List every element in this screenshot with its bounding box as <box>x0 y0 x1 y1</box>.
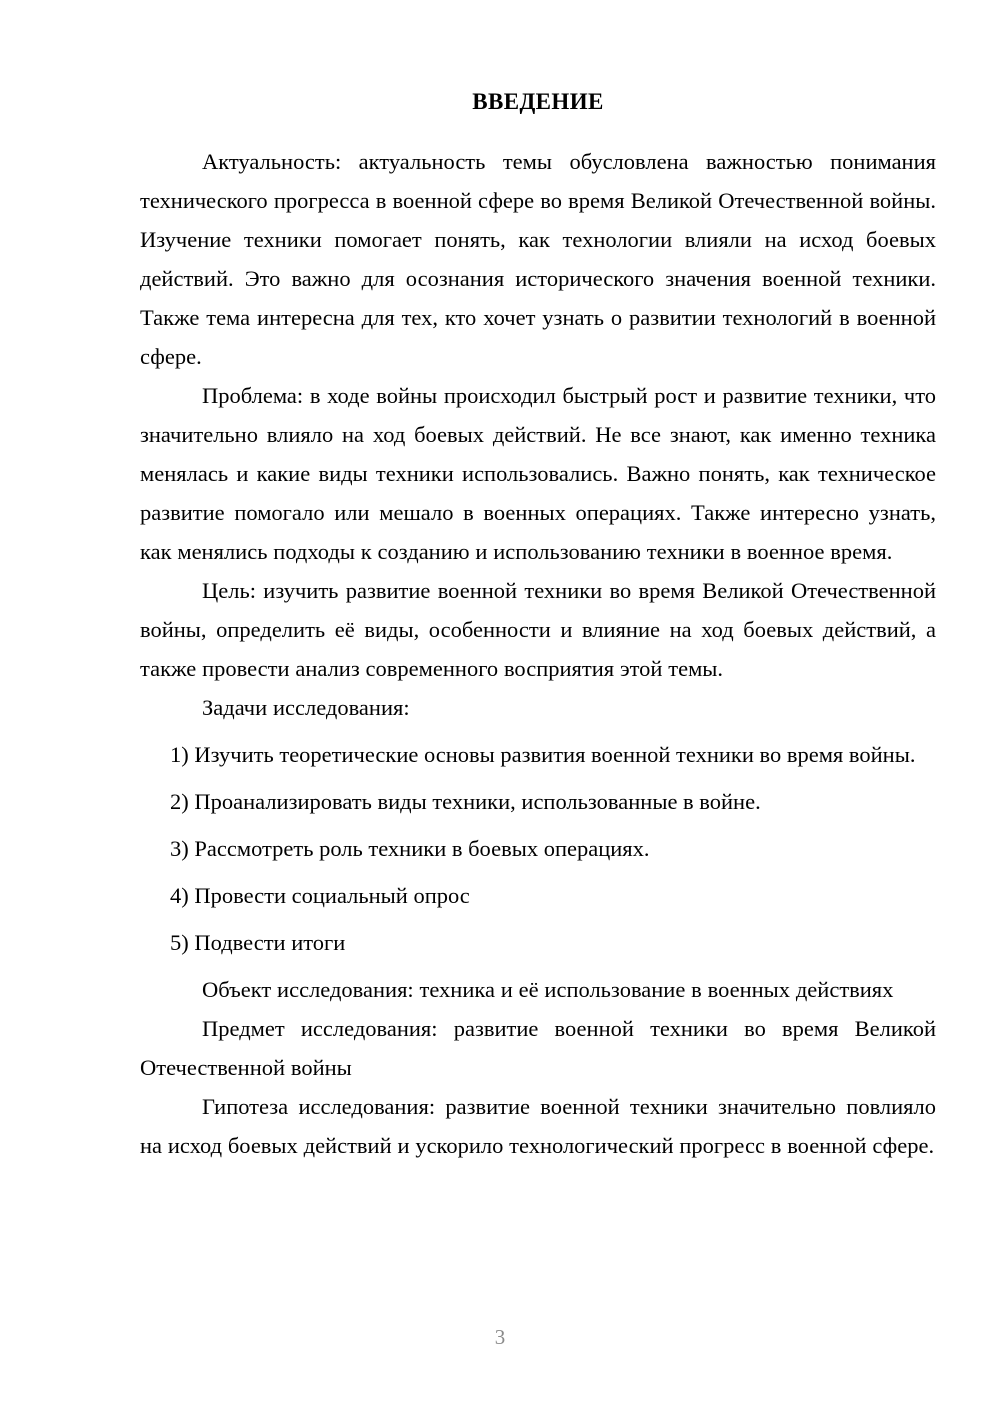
spacer <box>140 774 936 782</box>
spacer <box>140 821 936 829</box>
spacer <box>140 915 936 923</box>
list-item: 2) Проанализировать виды техники, использованные в войне. <box>170 788 761 814</box>
page-number: 3 <box>494 1325 506 1349</box>
paragraph-relevance: Актуальность: актуальность темы обусловлена важностью понимания технического прогресса в военной сфере во время Великой Отечественной войны. Изучение техники помогает понять, как технологии влияли на исход боевых действий. Это важно для осознания исторического значения военной техники. Также тема интересна для тех, кто хочет узнать о развитии технологий в военной сфере. <box>140 148 936 369</box>
spacer <box>140 727 936 735</box>
paragraph-object: Объект исследования: техника и её использование в военных действиях <box>202 976 894 1002</box>
paragraph-hypothesis: Гипотеза исследования: развитие военной техники значительно повлияло на исход боевых действий и ускорило технологический прогресс в военной сфере. <box>140 1093 936 1158</box>
list-item: 3) Рассмотреть роль техники в боевых операциях. <box>170 835 650 861</box>
list-item: 1) Изучить теоретические основы развития военной техники во время войны. <box>170 741 916 767</box>
spacer <box>140 962 936 970</box>
paragraph-subject: Предмет исследования: развитие военной техники во время Великой Отечественной войны <box>140 1015 936 1080</box>
document-body <box>140 88 936 1165</box>
paragraph-problem: Проблема: в ходе войны происходил быстрый рост и развитие техники, что значительно влияло на ход боевых действий. Не все знают, как именно техника менялась и какие виды техники использовались. Важно понять, как техническое развитие помогало или мешало в военных операциях. Также интересно узнать, как менялись подходы к созданию и использованию техники в военное время. <box>140 382 936 564</box>
spacer <box>140 868 936 876</box>
page-title: ВВЕДЕНИЕ <box>472 89 604 114</box>
list-item: 4) Провести социальный опрос <box>170 882 470 908</box>
list-item: 5) Подвести итоги <box>170 929 346 955</box>
tasks-label: Задачи исследования: <box>202 694 410 720</box>
paragraph-goal: Цель: изучить развитие военной техники во время Великой Отечественной войны, определить её виды, особенности и влияние на ход боевых действий, а также провести анализ современного восприятия этой темы. <box>140 577 936 681</box>
